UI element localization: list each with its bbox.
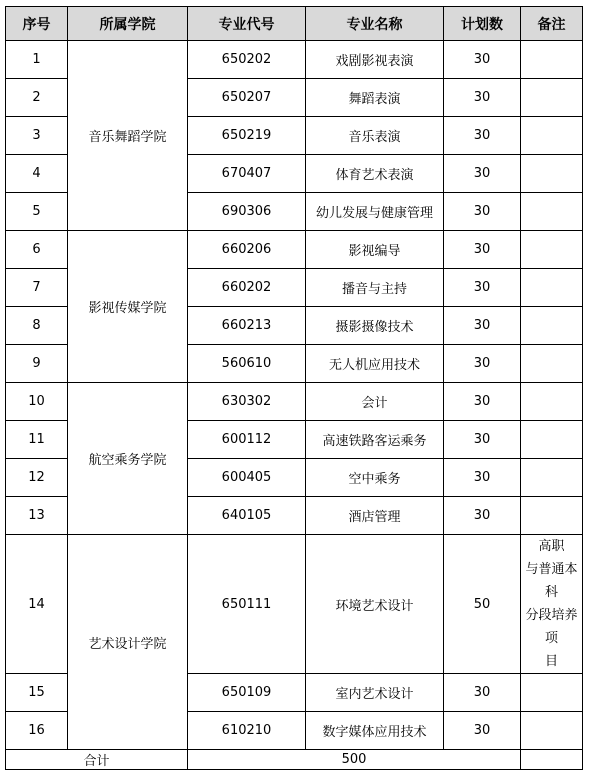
major-code: 600405 (188, 459, 306, 497)
plan-count: 30 (444, 155, 521, 193)
major-code: 660213 (188, 307, 306, 345)
row-index: 10 (6, 383, 68, 421)
total-row (6, 750, 583, 770)
row-index: 3 (6, 117, 68, 155)
major-name: 高速铁路客运乘务 (306, 421, 444, 459)
major-code: 640105 (188, 497, 306, 535)
remarks-cell (521, 674, 583, 712)
college-cell: 航空乘务学院 (68, 383, 188, 535)
remarks-cell (521, 497, 583, 535)
remarks-cell (521, 459, 583, 497)
row-index: 14 (6, 535, 68, 674)
remarks-cell (521, 117, 583, 155)
row-index: 11 (6, 421, 68, 459)
table-row (6, 383, 583, 421)
row-index: 9 (6, 345, 68, 383)
plan-count: 30 (444, 712, 521, 750)
plan-count: 30 (444, 117, 521, 155)
major-name: 数字媒体应用技术 (306, 712, 444, 750)
major-name: 影视编导 (306, 231, 444, 269)
table-row (6, 231, 583, 269)
major-code: 660206 (188, 231, 306, 269)
remarks-line: 目 (544, 654, 558, 669)
major-code: 630302 (188, 383, 306, 421)
major-code: 670407 (188, 155, 306, 193)
table-footer (6, 750, 583, 770)
major-name: 音乐表演 (306, 117, 444, 155)
remarks-cell (521, 307, 583, 345)
remarks-cell (521, 41, 583, 79)
major-name: 戏剧影视表演 (306, 41, 444, 79)
row-index: 15 (6, 674, 68, 712)
major-name: 舞蹈表演 (306, 79, 444, 117)
major-code: 650219 (188, 117, 306, 155)
major-name: 空中乘务 (306, 459, 444, 497)
plan-count: 30 (444, 193, 521, 231)
remarks-cell (521, 79, 583, 117)
row-index: 16 (6, 712, 68, 750)
remarks-cell (521, 269, 583, 307)
remarks-cell (521, 383, 583, 421)
enrollment-plan-table (5, 6, 583, 770)
major-name: 幼儿发展与健康管理 (306, 193, 444, 231)
major-code: 650207 (188, 79, 306, 117)
plan-count: 50 (444, 535, 521, 674)
major-code: 600112 (188, 421, 306, 459)
row-index: 5 (6, 193, 68, 231)
plan-count: 30 (444, 674, 521, 712)
remarks-cell (521, 345, 583, 383)
table-body (6, 41, 583, 750)
plan-count: 30 (444, 459, 521, 497)
remarks-cell (521, 193, 583, 231)
header-index: 序号 (6, 7, 68, 41)
header-row (6, 7, 583, 41)
header-plan-count: 计划数 (444, 7, 521, 41)
remarks-cell (521, 712, 583, 750)
major-name: 体育艺术表演 (306, 155, 444, 193)
major-name: 无人机应用技术 (306, 345, 444, 383)
header-remarks: 备注 (521, 7, 583, 41)
major-code: 560610 (188, 345, 306, 383)
remarks-line: 高职 (538, 539, 565, 554)
plan-count: 30 (444, 231, 521, 269)
major-name: 酒店管理 (306, 497, 444, 535)
header-major-code: 专业代号 (188, 7, 306, 41)
major-code: 610210 (188, 712, 306, 750)
table-header (6, 7, 583, 41)
row-index: 1 (6, 41, 68, 79)
major-code: 650109 (188, 674, 306, 712)
major-name: 室内艺术设计 (306, 674, 444, 712)
major-name: 播音与主持 (306, 269, 444, 307)
plan-count: 30 (444, 421, 521, 459)
college-cell: 音乐舞蹈学院 (68, 41, 188, 231)
row-index: 4 (6, 155, 68, 193)
remarks-cell (521, 155, 583, 193)
plan-count: 30 (444, 497, 521, 535)
remarks-line: 与普通本科 (525, 562, 578, 600)
header-college: 所属学院 (68, 7, 188, 41)
major-code: 650202 (188, 41, 306, 79)
total-remarks (521, 750, 583, 770)
plan-count: 30 (444, 41, 521, 79)
remarks-cell (521, 421, 583, 459)
college-cell: 艺术设计学院 (68, 535, 188, 750)
major-code: 660202 (188, 269, 306, 307)
remarks-line: 分段培养项 (525, 608, 578, 646)
header-major-name: 专业名称 (306, 7, 444, 41)
plan-count: 30 (444, 307, 521, 345)
row-index: 13 (6, 497, 68, 535)
major-code: 690306 (188, 193, 306, 231)
major-code: 650111 (188, 535, 306, 674)
row-index: 7 (6, 269, 68, 307)
row-index: 2 (6, 79, 68, 117)
major-name: 摄影摄像技术 (306, 307, 444, 345)
table-row (6, 41, 583, 79)
remarks-cell (521, 535, 583, 674)
total-label: 合计 (6, 750, 188, 770)
row-index: 12 (6, 459, 68, 497)
major-name: 会计 (306, 383, 444, 421)
college-cell: 影视传媒学院 (68, 231, 188, 383)
row-index: 8 (6, 307, 68, 345)
major-name: 环境艺术设计 (306, 535, 444, 674)
table-row (6, 535, 583, 674)
plan-count: 30 (444, 79, 521, 117)
plan-count: 30 (444, 345, 521, 383)
row-index: 6 (6, 231, 68, 269)
plan-count: 30 (444, 383, 521, 421)
remarks-cell (521, 231, 583, 269)
plan-count: 30 (444, 269, 521, 307)
total-value: 500 (188, 750, 521, 770)
